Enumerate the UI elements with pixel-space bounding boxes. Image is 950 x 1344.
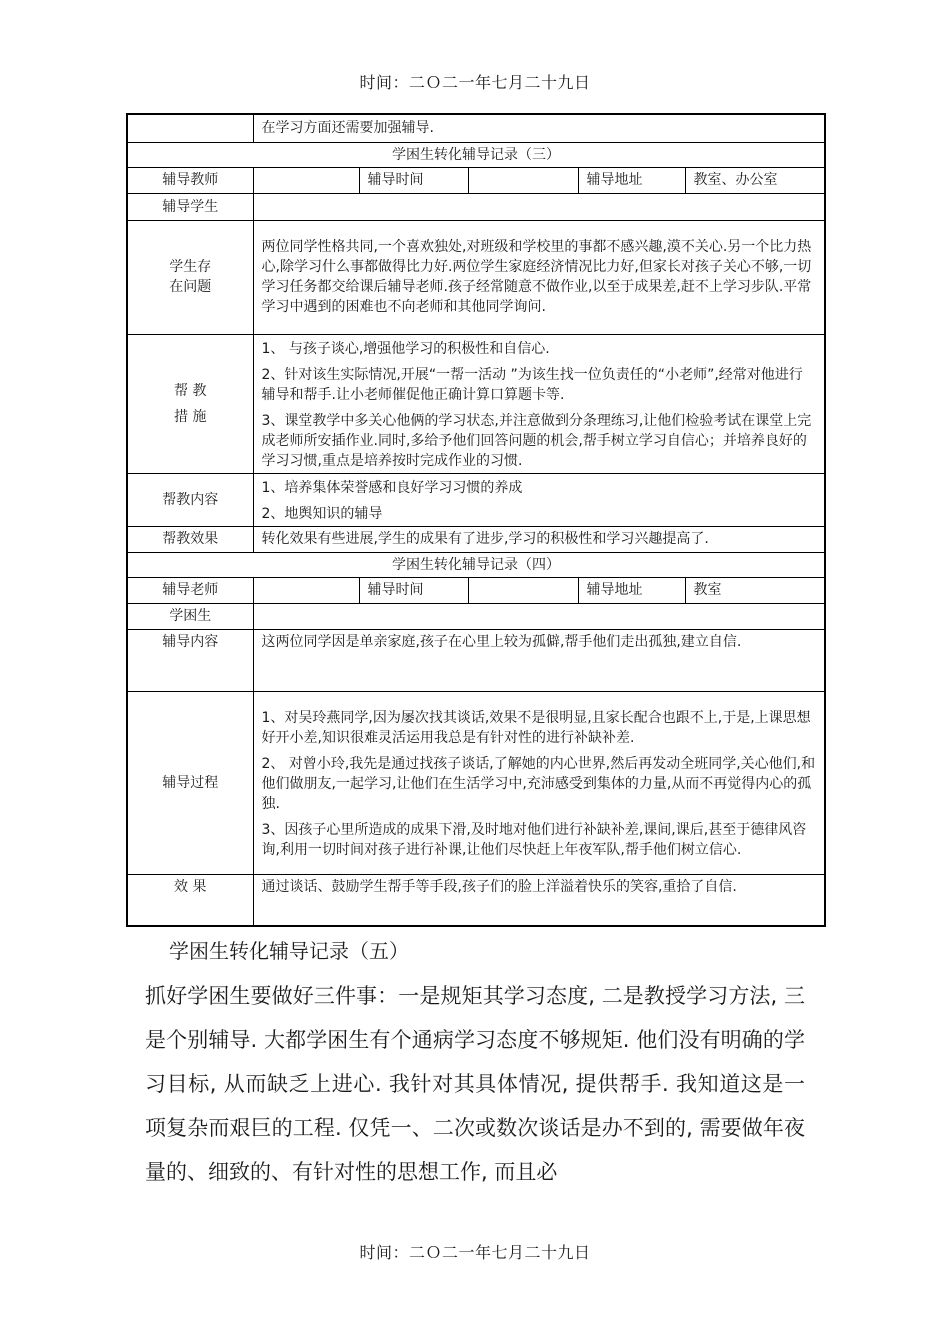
record4-content-label: 辅导内容 [127, 629, 253, 691]
record3-content-item: 1、培养集体荣誉感和良好学习习惯的养成 [261, 479, 523, 496]
record3-content-item: 2、地舆知识的辅导 [261, 505, 383, 522]
record4-process-item: 2、 对曾小玲,我先是通过找孩子谈话,了解她的内心世界,然后再发动全班同学,关心他们,和他们做朋友,一起学习,让他们在生活学习中,充沛感受到集体的力量,从而不再觉得内心的孤独. [261, 755, 816, 812]
record4-title: 学困生转化辅导记录（四） [127, 552, 825, 577]
record3-measure-label-line1: 帮 教 [174, 382, 207, 399]
prev-record-tail: 在学习方面还需要加强辅导. [253, 114, 825, 142]
record4-time-label: 辅导时间 [359, 577, 468, 603]
page-footer-date: 时间：二Ｏ二一年七月二十九日 [359, 1243, 591, 1262]
page-header-date: 时间：二Ｏ二一年七月二十九日 [359, 73, 591, 92]
record3-teacher-value [253, 167, 359, 193]
record3-time-value [468, 167, 578, 193]
record4-process-label: 辅导过程 [127, 691, 253, 874]
record4-process [253, 691, 825, 874]
record3-problem-label-line1: 学生存 [169, 259, 212, 275]
record3-effect-text: 转化效果有些进展,学生的成果有了进步,学习的积极性和学习兴趣提高了. [253, 526, 825, 552]
record3-measure-label-line2: 措 施 [174, 408, 207, 425]
record3-measure-label [127, 334, 253, 473]
record4-process-item: 3、因孩子心里所造成的成果下滑,及时地对他们进行补缺补差,课间,课后,甚至于德律风咨询,利用一切时间对孩子进行补课,让他们尽快赶上年夜军队,帮手他们树立信心. [261, 821, 807, 858]
record4-student-value [253, 603, 825, 629]
record3-time-label: 辅导时间 [359, 167, 468, 193]
prev-record-blank-cell [127, 114, 253, 142]
record3-problem-label [127, 220, 253, 334]
record3-measure-item: 1、 与孩子谈心,增强他学习的积极性和自信心. [261, 340, 550, 357]
record3-title: 学困生转化辅导记录（三） [127, 142, 825, 167]
record4-time-value [468, 577, 578, 603]
record3-measure-item: 2、针对该生实际情况,开展“一帮一活动 ”为该生找一位负责任的“小老师”,经常对他进行辅导和帮手.让小老师催促他正确计算口算题卡等. [261, 366, 803, 403]
record4-teacher-label: 辅导老师 [127, 577, 253, 603]
record3-problem-label-line2: 在问题 [169, 279, 212, 295]
record3-student-label: 辅导学生 [127, 193, 253, 220]
record3-student-value [253, 193, 825, 220]
record4-process-item: 1、对吴玲燕同学,因为屡次找其谈话,效果不是很明显,且家长配合也跟不上,于是,上课思想好开小差,知识很难灵活运用我总是有针对性的进行补缺补差. [261, 709, 811, 746]
record3-place-label: 辅导地址 [578, 167, 685, 193]
record4-effect-text: 通过谈话、鼓励学生帮手等手段,孩子们的脸上洋溢着快乐的笑容,重拾了自信. [253, 874, 825, 926]
record3-place-value: 教室、办公室 [685, 167, 825, 193]
record4-teacher-value [253, 577, 359, 603]
record4-content-text: 这两位同学因是单亲家庭,孩子在心里上较为孤僻,帮手他们走出孤独,建立自信. [253, 629, 825, 691]
record4-place-value: 教室 [685, 577, 825, 603]
record4-student-label: 学困生 [127, 603, 253, 629]
record3-contents [253, 473, 825, 526]
record4-place-label: 辅导地址 [578, 577, 685, 603]
record3-measure-item: 3、课堂教学中多关心他俩的学习状态,并注意做到分条理练习,让他们检验考试在课堂上完成老师所安插作业.同时,多给予他们回答问题的机会,帮手树立学习自信心；并培养良好的学习习惯,重点是培养按时完成作业的习惯. [261, 412, 812, 469]
record5-title: 学困生转化辅导记录（五） [169, 939, 409, 963]
record4-effect-label: 效 果 [127, 874, 253, 926]
tutoring-record-table [126, 113, 826, 927]
record3-content-label: 帮教内容 [127, 473, 253, 526]
record3-measures [253, 334, 825, 473]
record5-body: 抓好学困生要做好三件事：一是规矩其学习态度, 二是教授学习方法, 三是个别辅导. 大都学困生有个通病学习态度不够规矩. 他们没有明确的学习目标, 从而缺乏上进心. 我针对其具体情况, 提供帮手. 我知道这是一项复杂而艰巨的工程. 仅凭一、二次或数次谈话是办不到的, 需要做年夜量的、细致的、有针对性的思想工作, 而且必 [145, 984, 805, 1184]
record3-teacher-label: 辅导教师 [127, 167, 253, 193]
record3-effect-label: 帮教效果 [127, 526, 253, 552]
record3-problem-text: 两位同学性格共同,一个喜欢独处,对班级和学校里的事都不感兴趣,漠不关心.另一个比力热心,除学习什么事都做得比力好.两位学生家庭经济情况比力好,但家长对孩子关心不够,一切学习任务都交给课后辅导老师.孩子经常随意不做作业,以至于成果差,赶不上学习步队.平常学习中遇到的困难也不向老师和其他同学询问. [253, 220, 825, 334]
